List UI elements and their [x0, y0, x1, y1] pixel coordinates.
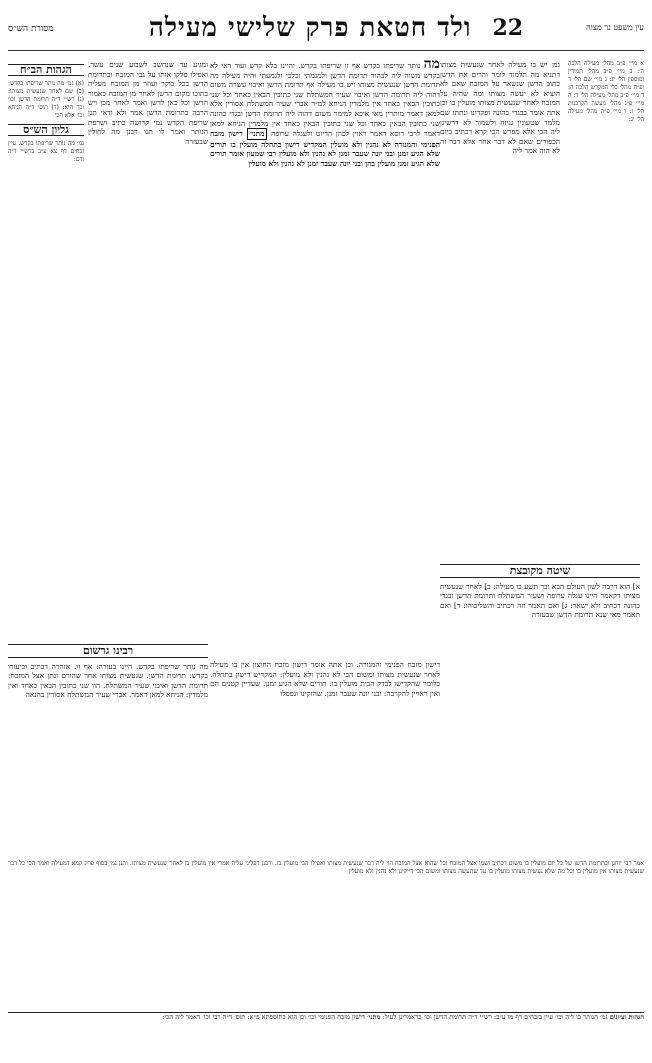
page-number: 22: [492, 15, 524, 41]
hagahot-column: [8, 60, 84, 600]
mishna-marker: מתני׳: [247, 128, 268, 140]
notes-bar: [8, 1012, 644, 1053]
hagahot-habach-heading: הגהות הב״ח: [8, 64, 84, 76]
ein-mishpat-label: עין משפט נר מצוה: [586, 22, 644, 32]
notes-text-1: גמ׳ הנותר בו ליה וכו׳ עיין בזבחים דף מו ע״ב: רש״י ד״ה תרומת הדשן וכו׳ כדאמרינן לעיל:: [382, 1013, 608, 1021]
tosafot-column: [88, 60, 208, 420]
mishna-text: דישון מזבח הפנימי והמנורה לא נהנין ולא מועלין המקדיש דישון בתחלה מועלין בו תורים שלא הגיע זמנן ובני יונה שעבר זמנן לא נהנין ולא מועלין רבי שמעון אומר תורים שלא הגיע זמנן מועלין בהן ובני יונה שעבר זמנן לא נהנין ולא מועלין: [210, 129, 440, 168]
footer-commentary-text: אמר רבי יוחנן ובתרומת הדשן של כל יום מועלין בו משום דכתיב ושמו אצל המזבח וכל שהוא אצל המזבח הוי ליה דבר שנעשית מצותו ואפילו הכי מועלין בו. ורבנן דפליגי עליה אמרי אין מועלין בו לאחר שנעשית מצותו. ותנן נמי בסוף פרק קמא דמעילה ואמר הכי כל דבר שנעשית מצותו אין מועלין בו וכל מה שלא נעשית מצותו מועלין בו עד שתעשה מצותו ומשום הכי דייקינן ולא נהנין ולא מועלין: [8, 860, 644, 876]
lead-word: מה: [423, 60, 440, 72]
footer-commentary: [8, 860, 644, 1010]
ein-mishpat-column: [568, 60, 644, 540]
tosafot-text: ומגיע עד שנחשב לשבוע שנים עשר. ואפילו סלקו אותו על גבי המזבח ובתרומת הדשן בכל בוקר ועוזר מן המזבח מעליה בתוכו מקום הדשן לאחר מן המזבח כאמור הדשן וכל כאן לדשן ואמר לאחר מכן ויש הרבה בתרומת הדשן אמר ולא ודאי תנן שריפת הקדש נמי קדושה כתיב ושרפת הנותר ואמר לו תנו רבנן מה לחולין שבעזרה: [88, 60, 208, 146]
gemara-text: נותר שריפתו בקדש אף זו שריפתו בקדש. והיינו בלא קדש ועוד דאי לא בקדש משוה ליה לבהוד תרומת הדשן ולמגמתי וכלכי ולגמעתי והיה מעילה מה תרומת הדשן שנעשית מצותו ויש בו מעילה אף תרומת הדשן ואיבוי עשרה משום דהוה ליה תרומת הדשן ואיבוי שעיר המשתלח שני כתובין הבאין כאחד וכל שני כתובין הבאין כאחד אין מלמדין הניחא למ״ד אברי שעיר המשתלח אסורין אלא למאן דאמר מותרין מאי איכא למימר משום דהוה ליה תרומת הדשן ובגדי כהונה שני כתובין הבאין כאחד וכל שני כתובין הבאין כאחד אין מלמדין הניחא למאן דאמר לרבי דוסא דאמר ראוין לכהן הדיוט ולעגלה ערופה: [210, 61, 440, 139]
ein-mishpat-text: א מיי׳ פ״ב מהל׳ מעילה הלכה ה׳: ב מיי׳ פ״ב מהל׳ תמידין ומוספין הל׳ יג: ג מיי׳ שם הל׳ ד ופ״ח מהל׳ כלי המקדש הלכה ה: ד מיי׳ פ״ב מהל׳ מעילה הל׳ ד: ה מיי׳ פ״ג מהל׳ מעשה הקרבנות הל׳ ז: ו מיי׳ פ״ה מהל׳ מעילה הל׳ יג:: [568, 60, 644, 123]
shita-mekubetzet-column: [440, 560, 640, 860]
shita-heading: שיטה מקובצת: [440, 564, 640, 578]
shita-text: א] הוא דרבה לשון העולם הבא ובר תשע בו מעילה: ב] לאחר שנעשית מצותו דקאמר היינו עגלה ערופה ושעיר המשתלח ותרומת הדשן ובגדי כהונה דכתיב ולא ישאר: ג] ואם תאמר וזה דכתיב והשליכוהו: ד] ואם תאמר מאי שנא תרומת הדשן שבעזרה: [440, 581, 640, 620]
rashi-column: [440, 60, 560, 590]
notes-text-2: דישון מזבח הפנימי וכו׳ וכן הוא בתוספתא פ״א: תוס׳ ד״ה רבי וכו׳ דאמר ליה הכי:: [162, 1013, 365, 1021]
bottom-commentary-text: דישון מזבח הפנימי והמנורה. וכן אתה אומר דישון מזבח החיצון אין בו מעילה לאחר שנעשית מצותו ומשום הכי לא נהנין ולא מועלין: המקדיש דישון בתחלה. כלומר שהקדישו לבדק הבית מועלין בו: תורים שלא הגיע זמנן. שעדיין קטנים הם ואין ראויין להקרבה: ובני יונה שעבר זמנן. שהזקינו ונפסלו: [210, 660, 440, 698]
notes-label-2: מתני׳: [367, 1013, 381, 1021]
notes-label-1: הגהות וציונים: [609, 1013, 644, 1021]
gemara-main-column: [210, 60, 440, 660]
page-title: ולד חטאת פרק שלישי מעילה: [148, 13, 472, 43]
bottom-commentary-column: [210, 660, 440, 870]
gilyon-hashas-heading: גליון הש״ס: [8, 124, 84, 136]
rabbeinu-heading: רבינו גרשום: [8, 644, 208, 658]
rabbeinu-gershom-column: [8, 640, 208, 860]
rashi-text: גמ׳ יש בו מעילה לאחר שנעשית מצותו דתניא מה תלמוד לומר והרים את הדשן כתוב הדשן שנשאר על המזבח שאם לא הוציא לא יעשה מצותו ומה שהיה על המזבח לאחר שנעשית מצותו מועלין בו וכן אתה אומר בבגדי כהונה ופקדונו ונתתו שם מלמד שטעונין גניזה ולשמור לא דרשינן ליה הכי אלא מפרש הכי קרא דכתיב ביום הכפורים שאם לא דבר אחר אלא דבר זה לא הוה אמר ליה: [440, 60, 560, 156]
page-header: [8, 6, 644, 51]
rabbeinu-text: מה נותר שריפתו בקדש. היינו בעזרה: אף זו. אזהרה דכתיב וביעורו בקדש: תרומת הדשן. שנעשית מצותו אחר שהורם ונתן אצל המזבח: תרומת הדשן ואיבוי שעיר המשתלח. הוו שני כתובין הבאין כאחד ואין מלמדין: הניחא למאן דאמר. אברי שעיר המשתלח אסורין בהנאה: [8, 661, 208, 700]
masoret-hashas-label: מסורת הש״ס: [8, 23, 54, 34]
hagahot-habach-text: (א) גמ׳ מה נותר שריפתו בקדש: (ב) שם לאחר שנעשית מצותו: (ג) רש״י ד״ה תרומת הדשן וכו׳ וכך הוא: (ד) תוס׳ ד״ה הניחא וכו׳ אלא הכי: [8, 80, 84, 119]
gilyon-hashas-text: גמ׳ מה נותר שריפתו בקדש. עיין זבחים דף צא ע״ב ברש״י ד״ה ודם:: [8, 140, 84, 163]
